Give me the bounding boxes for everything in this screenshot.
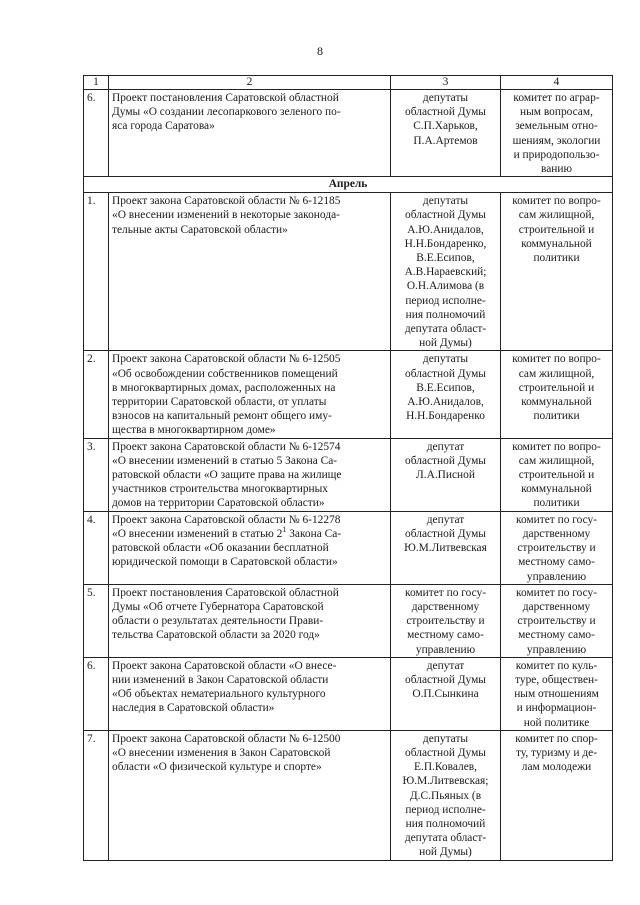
row-number: 2.	[84, 351, 109, 438]
row-number: 7.	[84, 730, 109, 860]
responsible-committee: комитет по куль- туре, обществен- ным отношениям и информацион- ной политике	[501, 657, 613, 730]
bill-title: Проект закона Саратовской области № 6-12505 «Об освобождении собственников помещений в многоквартирных домах, расположенных на территории Саратовской области, от уплаты взносов на капитальный ремонт общего иму- щества в многоквартирном доме»	[109, 351, 391, 438]
bill-title: Проект закона Саратовской области № 6-12574 «О внесении изменений в статью 5 Закона Са- ратовской области «О защите права на жилище участников строительства многоквартирных домов на территории Саратовской области»	[109, 438, 391, 511]
page-number: 8	[317, 44, 323, 58]
responsible-committee: комитет по госу- дарственному строительству и местному само- управлению	[501, 584, 613, 657]
table-header-row	[84, 76, 613, 90]
section-title: Апрель	[84, 177, 613, 193]
responsible-committee: комитет по госу- дарственному строительству и местному само- управлению	[501, 511, 613, 584]
initiator: депутаты областной Думы С.П.Харьков, П.А.Артемов	[391, 90, 501, 177]
row-number: 1.	[84, 193, 109, 351]
initiator: депутат областной Думы О.П.Сынкина	[391, 657, 501, 730]
responsible-committee: комитет по вопро- сам жилищной, строительной и коммунальной политики	[501, 193, 613, 351]
legislative-plan-table	[83, 75, 613, 861]
bill-title: Проект закона Саратовской области № 6-12185 «О внесении изменений в некоторые законода- тельные акты Саратовской области»	[109, 193, 391, 351]
column-committee-header: 4	[501, 76, 613, 90]
section-row-april	[84, 177, 613, 193]
row-number: 4.	[84, 511, 109, 584]
row-number: 5.	[84, 584, 109, 657]
responsible-committee: комитет по вопро- сам жилищной, строительной и коммунальной политики	[501, 438, 613, 511]
bill-title: Проект закона Саратовской области № 6-12500 «О внесении изменения в Закон Саратовской области «О физической культуре и спорте»	[109, 730, 391, 860]
responsible-committee: комитет по вопро- сам жилищной, строительной и коммунальной политики	[501, 351, 613, 438]
table-row	[84, 438, 613, 511]
table-row	[84, 584, 613, 657]
column-number-header: 1	[84, 76, 109, 90]
column-title-header: 2	[109, 76, 391, 90]
bill-title: Проект постановления Саратовской областной Думы «О создании лесопаркового зеленого по- яса города Саратова»	[109, 90, 391, 177]
table-row	[84, 193, 613, 351]
initiator: депутаты областной Думы Е.П.Ковалев, Ю.М.Литвевская; Д.С.Пьяных (в период исполне- ния полномочий депутата област- ной Думы)	[391, 730, 501, 860]
row-number: 6.	[84, 90, 109, 177]
bill-title: Проект закона Саратовской области «О внесе- нии изменений в Закон Саратовской области «Об объектах нематериального культурного наследия в Саратовской области»	[109, 657, 391, 730]
row-number: 3.	[84, 438, 109, 511]
initiator: депутаты областной Думы В.Е.Есипов, А.Ю.Анидалов, Н.Н.Бондаренко	[391, 351, 501, 438]
initiator: депутат областной Думы Ю.М.Литвевская	[391, 511, 501, 584]
bill-title: Проект закона Саратовской области № 6-12278 «О внесении изменений в статью $2^1$ Закона Са- ратовской области «Об оказании бесплатной юридической помощи в Саратовской области»	[109, 511, 391, 584]
initiator: депутат областной Думы Л.А.Писной	[391, 438, 501, 511]
responsible-committee: комитет по аграр- ным вопросам, земельным отно- шениям, экологии и природопользо- ванию	[501, 90, 613, 177]
initiator: комитет по госу- дарственному строительству и местному само- управлению	[391, 584, 501, 657]
row-number: 6.	[84, 657, 109, 730]
table-row	[84, 657, 613, 730]
table-row	[84, 730, 613, 860]
responsible-committee: комитет по спор- ту, туризму и де- лам молодежи	[501, 730, 613, 860]
table-row	[84, 351, 613, 438]
column-initiator-header: 3	[391, 76, 501, 90]
table-row	[84, 511, 613, 584]
superscript-article-index: 1	[282, 525, 287, 535]
bill-title: Проект постановления Саратовской областной Думы «Об отчете Губернатора Саратовской области о результатах деятельности Прави- тельства Саратовской области за 2020 год»	[109, 584, 391, 657]
table-row	[84, 90, 613, 177]
initiator: депутаты областной Думы А.Ю.Анидалов, Н.Н.Бондаренко, В.Е.Есипов, А.В.Нараевский; О.Н.Алимова (в период исполне- ния полномочий депутата област- ной Думы)	[391, 193, 501, 351]
